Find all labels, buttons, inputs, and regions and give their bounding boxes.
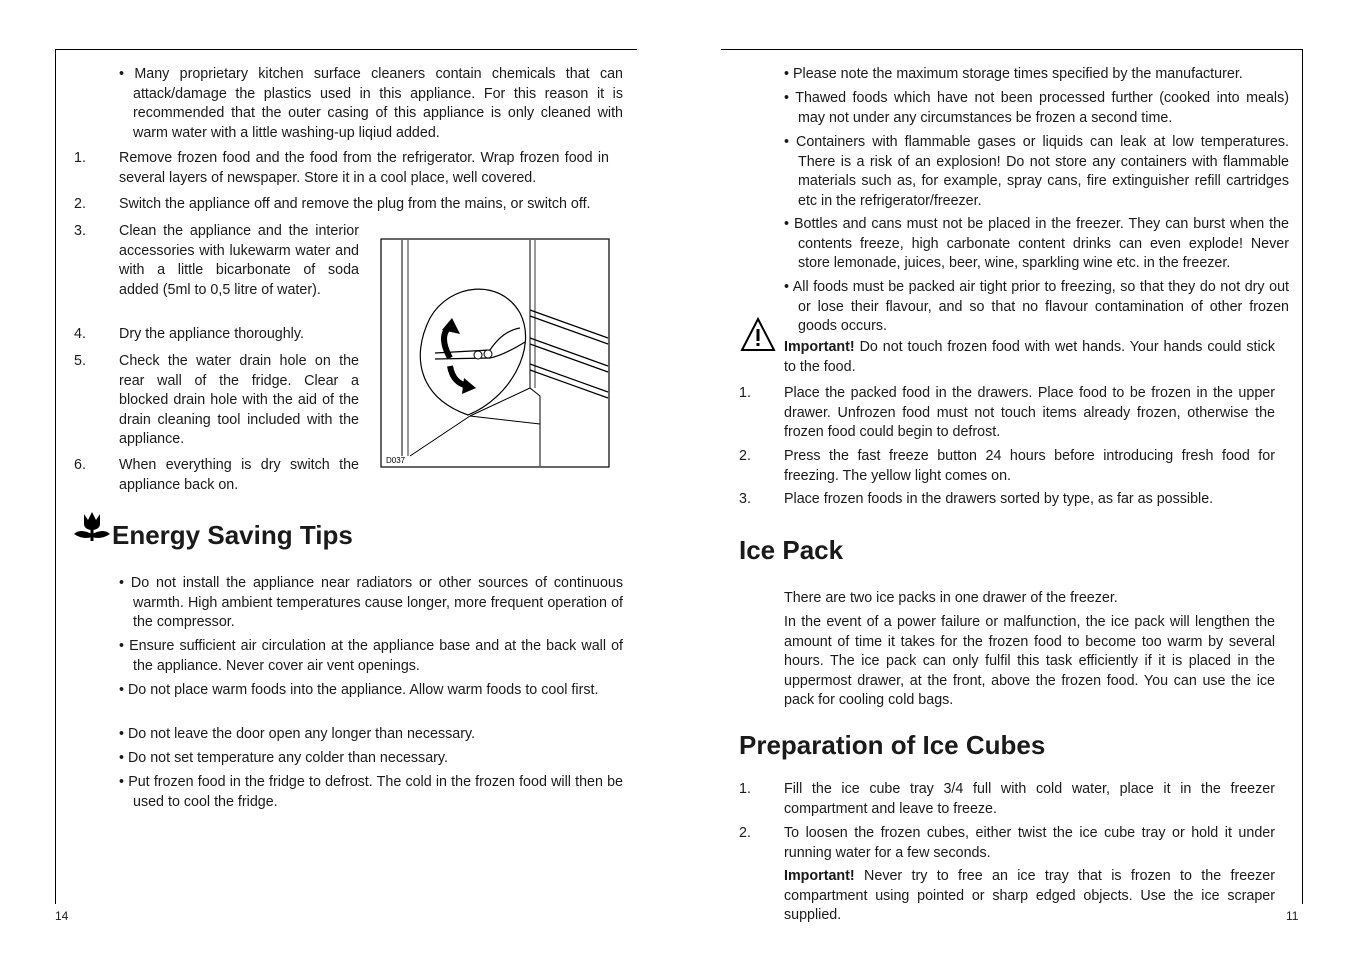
freeze-step-2: 2. Press the fast freeze button 24 hours before introducing fresh food for freezing. The yellow light comes on.	[739, 448, 1275, 484]
storage-bullet-1: • Please note the maximum storage times specified by the manufacturer.	[784, 66, 1243, 82]
ice-pack-paragraph-2: In the event of a power failure or malfunction, the ice pack will lengthen the amount of time it takes for the frozen food to become too warm by several hours. The ice pack can only fulfil this task efficiently if it is placed in the uppermost drawer, at the front, above the frozen food. You can use the ice pack for cooling cold bags.	[784, 614, 1275, 708]
step-6: 6. When everything is dry switch the appliance back on.	[74, 457, 359, 493]
freeze-step-1: 1. Place the packed food in the drawers. Place food to be frozen in the upper drawer. Unfrozen food must not touch items already frozen, otherwise the frozen food could begin to defrost.	[739, 385, 1275, 440]
plant-icon	[74, 508, 110, 542]
energy-heading: Energy Saving Tips	[112, 520, 353, 550]
step-4: 4. Dry the appliance thoroughly.	[74, 326, 304, 342]
storage-bullet-2: • Thawed foods which have not been processed further (cooked into meals) may not under any circumstances be frozen a second time.	[784, 90, 1289, 126]
ice-cube-step-2: 2. To loosen the frozen cubes, either twist the ice cube tray or hold it under running water for a few seconds.	[739, 825, 1275, 861]
warning-icon	[740, 317, 776, 353]
energy-tip-1: • Do not install the appliance near radiators or other sources of continuous warmth. High ambient temperatures cause longer, more frequent operation of the compressor.	[119, 575, 623, 630]
right-side-rule	[1302, 49, 1303, 904]
important-note: Important! Do not touch frozen food with wet hands. Your hands could stick to the food.	[784, 339, 1275, 375]
step-2: 2. Switch the appliance off and remove the plug from the mains, or switch off.	[74, 196, 591, 212]
intro-bullet: • Many proprietary kitchen surface cleaners contain chemicals that can attack/damage the plastics used in this appliance. For this reason it is recommended that the outer casing of this appliance is only cleaned with warm water with a little washing-up liqiud added.	[119, 66, 624, 141]
left-side-rule	[55, 49, 56, 904]
ice-pack-heading: Ice Pack	[739, 535, 844, 565]
right-page-number: 11	[1286, 909, 1299, 923]
storage-bullet-3: • Containers with flammable gases or liquids can leak at low temperatures. There is a risk of an explosion! Do not store any containers with flammable materials such as, for example, spray cans, fire extinguisher refill cartridges etc in the refrigerator/freezer.	[784, 134, 1289, 209]
ice-cube-step-1: 1. Fill the ice cube tray 3/4 full with cold water, place it in the freezer compartment and leave to freeze.	[739, 781, 1275, 817]
right-top-rule	[721, 49, 1303, 50]
step-5: 5. Check the water drain hole on the rear wall of the fridge. Clear a blocked drain hole with the aid of the drain cleaning tool included with the appliance.	[74, 353, 359, 447]
energy-tip-4: • Do not leave the door open any longer than necessary.	[119, 726, 476, 742]
figure-code: D037	[386, 456, 406, 465]
important-note-2: Important! Never try to free an ice tray that is frozen to the freezer compartment using pointed or sharp edged objects. Use the ice scraper supplied.	[784, 868, 1275, 923]
ice-pack-paragraph-1: There are two ice packs in one drawer of the freezer.	[784, 590, 1118, 606]
storage-bullet-5: • All foods must be packed air tight prior to freezing, so that they do not dry out or lose their flavour, and so that no flavour contamination of other frozen goods occurs.	[784, 279, 1289, 334]
energy-tip-3: • Do not place warm foods into the appliance. Allow warm foods to cool first.	[119, 682, 599, 698]
storage-bullet-4: • Bottles and cans must not be placed in the freezer. They can burst when the contents freeze, high carbonate content drinks can even explode! Never store lemonade, juices, beer, wine, sparkling wine etc. in the freezer.	[784, 216, 1290, 271]
energy-tip-5: • Do not set temperature any colder than necessary.	[119, 750, 448, 766]
left-top-rule	[55, 49, 637, 50]
step-1: 1. Remove frozen food and the food from the refrigerator. Wrap frozen food in several layers of newspaper. Store it in a cool place, well covered.	[74, 150, 609, 186]
left-page-number: 14	[55, 909, 69, 923]
freeze-step-3: 3. Place frozen foods in the drawers sorted by type, as far as possible.	[739, 491, 1214, 507]
step-3: 3. Clean the appliance and the interior accessories with lukewarm water and with a little bicarbonate of soda added (5ml to 0,5 litre of water).	[74, 223, 359, 298]
ice-cubes-heading: Preparation of Ice Cubes	[739, 730, 1046, 760]
drain-cleaning-figure	[380, 238, 610, 469]
energy-tip-2: • Ensure sufficient air circulation at the appliance base and at the back wall of the appliance. Never cover air vent openings.	[119, 638, 624, 674]
energy-tip-6: • Put frozen food in the fridge to defrost. The cold in the frozen food will then be used to cool the fridge.	[119, 774, 623, 810]
